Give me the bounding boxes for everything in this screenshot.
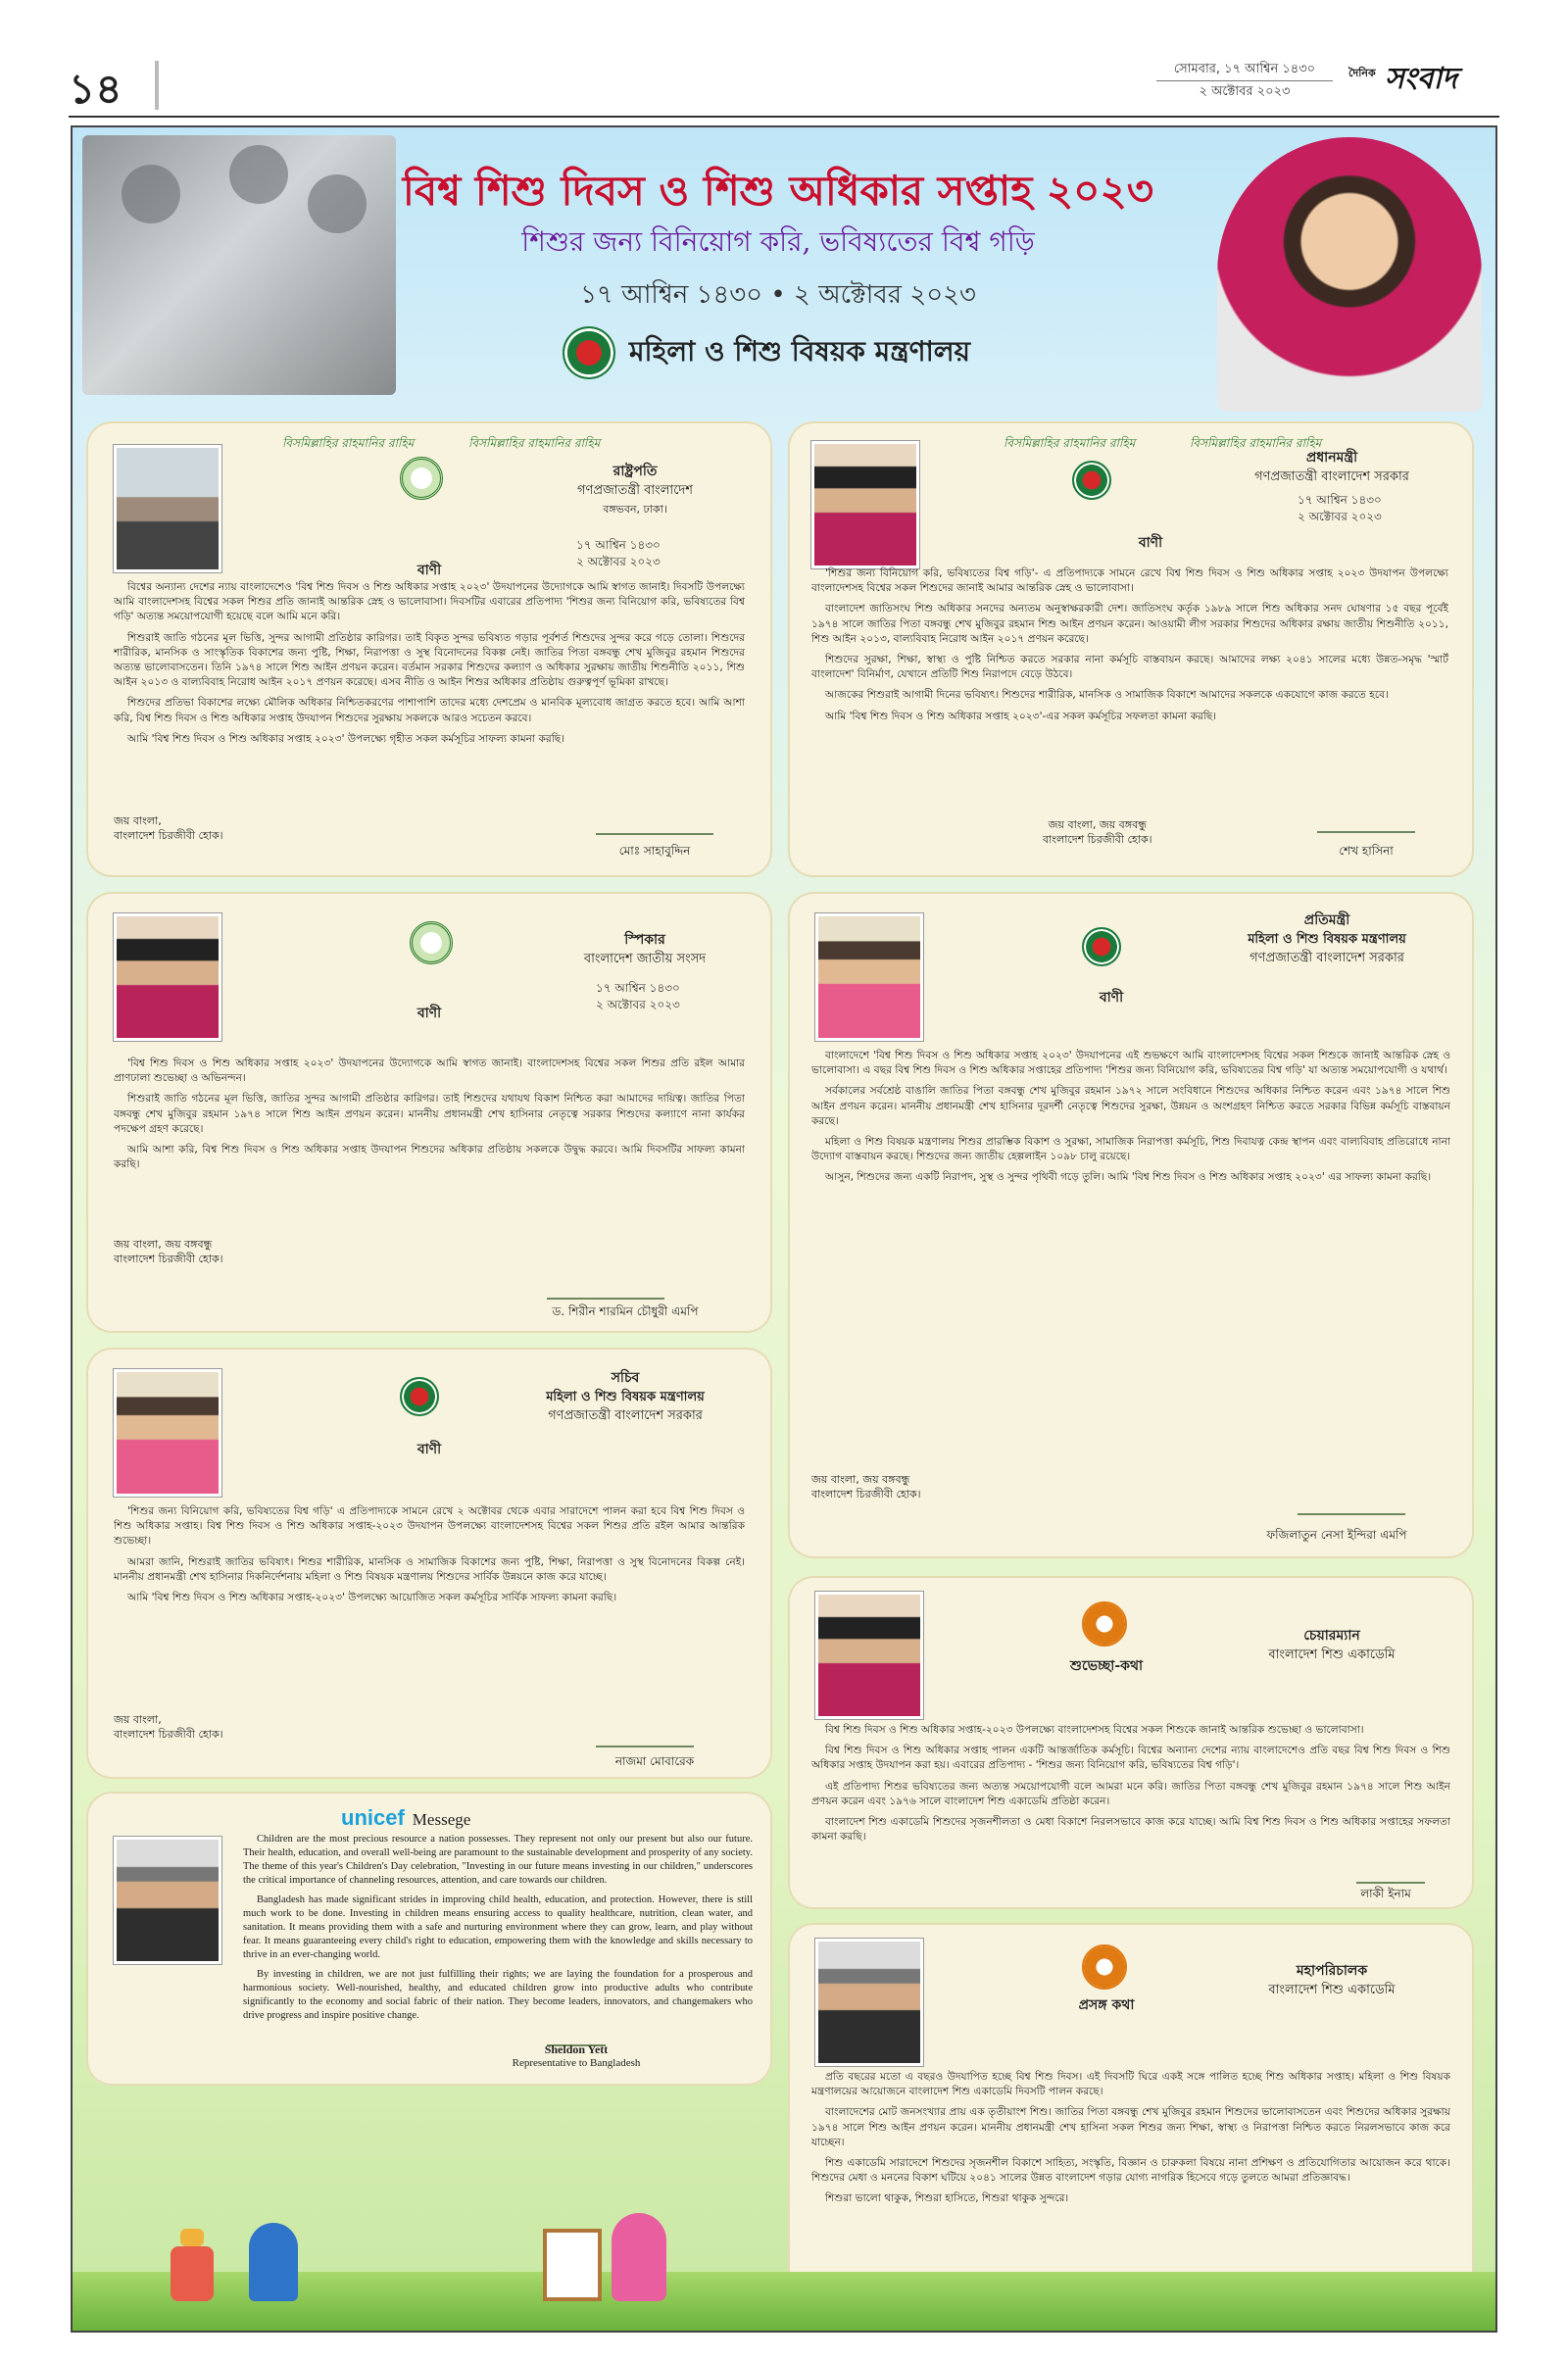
director-general-org: বাংলাদেশ শিশু একাডেমি (1268, 1983, 1396, 1997)
prime-minister-portrait (811, 441, 919, 568)
date-english: ২ অক্টোবর ২০২৩ (576, 555, 661, 568)
girl-figure (612, 2213, 666, 2301)
boy-figure (249, 2223, 298, 2301)
secretary-signature (596, 1724, 694, 1747)
paragraph: By investing in children, we are not just fulfilling their rights; we are laying the foundation for a prosperous and harmonious society. Well-nourished, healthy, and educated children grow into productive adults who contribute significantly to the economy and social fabric of their nation. They become leaders, innovators, and changemakers who drive progress and inspire positive change. (243, 1969, 753, 2021)
speaker-header (547, 931, 743, 968)
secretary-closing (114, 1712, 223, 1742)
state-minister-header (1209, 911, 1445, 967)
speaker-closing (114, 1237, 223, 1266)
prime-minister-org: গণপ্রজাতন্ত্রী বাংলাদেশ সরকার (1254, 469, 1409, 484)
government-emblem-icon (1082, 927, 1121, 966)
president-message-body (114, 580, 745, 801)
bani-heading: বাণী (416, 1442, 442, 1457)
prime-minister-message-body (811, 566, 1448, 810)
paragraph: বাংলাদেশের মোট জনসংখ্যার প্রায় এক তৃতীয়াংশ শিশু। জাতির পিতা বঙ্গবন্ধু শেখ মুজিবুর রহমান শিশুদের ভালোবাসতেন এবং শিশুদের অধিকার সুরক্ষায় ১৯৭৪ সালে শিশু আইন প্রণয়ন করেন। মাননীয় প্রধানমন্ত্রী শেখ হাসিনা সকল শিশুর জন্য শিক্ষা, স্বাস্থ্য ও নিরাপত্তা নিশ্চিত করতে নিরলসভাবে কাজ করে যাচ্ছেন। (811, 2106, 1450, 2148)
bismillah-calligraphy: বিসমিল্লাহির রাহমানির রাহিম (282, 436, 415, 450)
hero-title: বিশ্ব শিশু দিবস ও শিশু অধিকার সপ্তাহ ২০২৩ (402, 167, 1154, 215)
ministry-name: মহিলা ও শিশু বিষয়ক মন্ত্রণালয় (629, 334, 971, 368)
greeting-heading: শুভেচ্ছা-কথা (1069, 1658, 1144, 1674)
date-en: ২ অক্টোবর ২০২৩ (1199, 84, 1291, 99)
president-closing (114, 813, 223, 843)
paragraph: সর্বকালের সর্বশ্রেষ্ঠ বাঙালি জাতির পিতা বঙ্গবন্ধু শেখ মুজিবুর রহমান ১৯৭২ সালে সংবিধানে শিশুদের অধিকার নিশ্চিত করেন এবং ১৯৭৪ সালে শিশু আইন প্রণয়ন করেন। মাননীয় প্রধানমন্ত্রী শেখ হাসিনার দূরদর্শী নেতৃত্বে শিশুদের সুরক্ষা, উন্নয়ন ও অংশগ্রহণ নিশ্চিত করতে সরকার বিভিন্ন কর্মসূচি বাস্তবায়ন করছে। (811, 1085, 1450, 1127)
shishu-academy-logo-icon (1082, 1944, 1127, 1990)
closing-line: বাংলাদেশ চিরজীবী হোক। (1043, 833, 1152, 846)
historic-photo (82, 135, 396, 395)
date-bangla: ১৭ আশ্বিন ১৪৩০ (1298, 493, 1382, 507)
president-org: গণপ্রজাতন্ত্রী বাংলাদেশ (577, 483, 693, 498)
government-emblem-icon (400, 1377, 439, 1416)
prime-minister-message-card (788, 421, 1474, 877)
paragraph: আজকের শিশুরাই আগামী দিনের ভবিষ্যৎ। শিশুদের শারীরিক, মানসিক ও সামাজিক বিকাশে আমাদের সকলকে একযোগে কাজ করতে হবে। (825, 689, 1389, 702)
prime-minister-signature (1317, 810, 1415, 833)
prime-minister-photo (1217, 137, 1482, 412)
newspaper-tag: দৈনিক (1348, 67, 1376, 79)
state-minister-role: প্রতিমন্ত্রী (1303, 912, 1350, 928)
unicef-header (341, 1805, 470, 1831)
parliament-seal-icon (410, 921, 453, 964)
speaker-org: বাংলাদেশ জাতীয় সংসদ (583, 952, 707, 966)
paragraph: শিশুরা ভালো থাকুক, শিশুরা হাসিতে, শিশুরা থাকুক সুন্দরে। (825, 2192, 1069, 2205)
paragraph: 'বিশ্ব শিশু দিবস ও শিশু অধিকার সপ্তাহ ২০২৩' উদযাপনের উদ্যোগকে আমি স্বাগত জানাই। বাংলাদেশসহ বিশ্বের সকল শিশুর প্রতি রইল আমার প্রাণঢালা শুভেচ্ছা ও অভিনন্দন। (114, 1058, 745, 1085)
unicef-message-body (243, 1833, 753, 2025)
date-bangla: ১৭ আশ্বিন ১৪৩০ (596, 981, 680, 995)
director-general-message-card (788, 1923, 1474, 2320)
paragraph: Bangladesh has made significant strides in improving child health, education, and protection. However, there is still much work to be done. Investing in children means ensuring access to quality healthcare, nutrition, clean water, and sanitation. It means providing them with a safe and nurturing environment where they can grow, learn, and play without fear. It means guaranteeing every child's right to education, empowering them with the knowledge and skills necessary to thrive in an ever-changing world. (243, 1894, 753, 1960)
academy-chairman-role: চেয়ারম্যান (1303, 1628, 1360, 1644)
prime-minister-date (1298, 492, 1382, 525)
newspaper-logo (1343, 55, 1499, 104)
speaker-message-body (114, 1057, 745, 1225)
academy-chairman-portrait (815, 1592, 923, 1719)
academy-chairman-header (1219, 1627, 1445, 1664)
prime-minister-header (1219, 449, 1445, 486)
state-minister-closing (811, 1472, 921, 1501)
director-general-message-body (811, 2070, 1450, 2271)
closing-line: বাংলাদেশ চিরজীবী হোক। (114, 1253, 223, 1265)
closing-line: জয় বাংলা, জয় বঙ্গবন্ধু (114, 1238, 213, 1251)
paragraph: শিশু একাডেমি সারাদেশে শিশুদের সৃজনশীল বিকাশে সাহিত্য, সংস্কৃতি, বিজ্ঞান ও চারুকলা বিষয়ে নানা প্রশিক্ষণ ও প্রতিযোগিতার আয়োজন করে থাকে। শিশুদের মেধা ও মননের বিকাশ ঘটিয়ে ২০৪১ সালের উন্নত বাংলাদেশ গড়ার যোগ্য নাগরিক হিসেবে গড়ে তুলতে আমরা প্রতিজ্ঞাবদ্ধ। (811, 2157, 1450, 2185)
secretary-role: সচিব (611, 1370, 640, 1386)
president-portrait (114, 445, 221, 572)
paragraph: মহিলা ও শিশু বিষয়ক মন্ত্রণালয় শিশুর প্রারম্ভিক বিকাশ ও সুরক্ষা, সামাজিক নিরাপত্তা কর্মসূচি, শিশু দিবাযত্ন কেন্দ্র স্থাপন এবং বাল্যবিবাহ প্রতিরোধে নানা উদ্যোগ বাস্তবায়ন করছে। শিশুদের জন্য জাতীয় হেল্পলাইন ১০৯৮ চালু রয়েছে। (811, 1136, 1450, 1163)
ministry-logo-block (563, 323, 994, 382)
government-emblem-icon (563, 326, 615, 379)
closing-line: বাংলাদেশ চিরজীবী হোক। (114, 829, 223, 842)
closing-line: বাংলাদেশ চিরজীবী হোক। (114, 1728, 223, 1741)
paragraph: বিশ্ব শিশু দিবস ও শিশু অধিকার সপ্তাহ-২০২৩ উপলক্ষ্যে বাংলাদেশসহ বিশ্বের সকল শিশুকে জানাই আন্তরিক শুভেচ্ছা ও ভালোবাসা। (825, 1724, 1364, 1736)
advertisement (71, 125, 1497, 2333)
shishu-academy-logo-icon (1082, 1601, 1127, 1647)
secretary-name: নাজমা মোবারেক (614, 1754, 695, 1768)
paragraph: 'শিশুর জন্য বিনিয়োগ করি, ভবিষ্যতের বিশ্ব গড়ি'- এ প্রতিপাদ্যকে সামনে রেখে বিশ্ব শিশু দিবস ও শিশু অধিকার সপ্তাহ ২০২৩ উদযাপন উপলক্ষ্যে বাংলাদেশসহ বিশ্বের সকল শিশুদের জানাই আমার আন্তরিক স্নেহ ও ভালোবাসা। (811, 567, 1448, 595)
children-illustration (102, 2164, 710, 2311)
unicef-heading: Messege (412, 1810, 471, 1829)
secretary-portrait (114, 1369, 221, 1497)
paragraph: শিশুদের প্রতিভা বিকাশের লক্ষ্যে মৌলিক অধিকার নিশ্চিতকরণের পাশাপাশি তাদের মধ্যে দেশপ্রেম ও মানবিক মূল্যবোধ জাগ্রত করতে হবে। আমি আশা করি, বিশ্ব শিশু দিবস ও শিশু অধিকার সপ্তাহ উদযাপন শিশুদের সুরক্ষায় সকলকে আরও সচেতন করবে। (114, 697, 745, 724)
director-general-header (1219, 1962, 1445, 1999)
academy-chairman-signature (1356, 1860, 1425, 1884)
paragraph: শিশুরাই জাতি গঠনের মূল ভিত্তি, জাতির সুন্দর আগামী প্রতিষ্ঠার কারিগর। তাই শিশুদের যথাযথ বিকাশ নিশ্চিত করা আমাদের দায়িত্ব। জাতির পিতা বঙ্গবন্ধু শেখ মুজিবুর রহমান ১৯৭৪ সালে শিশু আইন প্রণয়ন করেন। মাননীয় প্রধানমন্ত্রী শেখ হাসিনার নেতৃত্বে সরকার শিশুদের কল্যাণে নানা কার্যকর পদক্ষেপ গ্রহণ করেছে। (114, 1093, 745, 1135)
speaker-signature (547, 1276, 664, 1300)
unicef-representative-portrait (114, 1837, 221, 1964)
academy-chairman-org: বাংলাদেশ শিশু একাডেমি (1268, 1648, 1396, 1662)
speaker-date (596, 980, 680, 1013)
divider (155, 61, 159, 110)
paragraph: বাংলাদেশ শিশু একাডেমি শিশুদের সৃজনশীলতা ও মেধা বিকাশে নিরলসভাবে কাজ করে যাচ্ছে। আমি বিশ্ব শিশু দিবস ও শিশু অধিকার সপ্তাহের সফলতা কামনা করছি। (811, 1816, 1450, 1844)
context-heading: প্রসঙ্গ কথা (1078, 1997, 1135, 2013)
president-seal-icon (400, 457, 443, 500)
robot-toy-icon (171, 2246, 214, 2301)
paragraph: আমি 'বিশ্ব শিশু দিবস ও শিশু অধিকার সপ্তাহ ২০২৩' উপলক্ষ্যে গৃহীত সকল কর্মসূচির সাফল্য কামনা করছি। (127, 732, 564, 745)
prime-minister-name: শেখ হাসিনা (1339, 844, 1394, 858)
prime-minister-role: প্রধানমন্ত্রী (1305, 450, 1358, 466)
paragraph: বাংলাদেশ জাতিসংঘ শিশু অধিকার সনদের অন্যতম অনুস্বাক্ষরকারী দেশ। জাতিসংঘ কর্তৃক ১৯৮৯ সালে শিশু অধিকার সনদ ঘোষণার ১৫ বছর পূর্বেই ১৯৭৪ সালে জাতির পিতা বঙ্গবন্ধু শেখ মুজিবুর রহমান শিশু আইন প্রণয়ন করেন। আওয়ামী লীগ সরকার শিশুদের অধিকার রক্ষায় জাতীয় শিশুনীতি ২০১১, শিশু আইন ২০১৩, বাল্যবিবাহ নিরোধ আইন ২০১৭ প্রণয়ন করেছে। (811, 603, 1448, 645)
closing-line: জয় বাংলা, জয় বঙ্গবন্ধু (811, 1473, 910, 1486)
date-english: ২ অক্টোবর ২০২৩ (596, 998, 680, 1011)
paragraph: শিশুদের সুরক্ষা, শিক্ষা, স্বাস্থ্য ও পুষ্টি নিশ্চিত করতে সরকার নানা কর্মসূচি বাস্তবায়ন করছে। আমাদের লক্ষ্য ২০৪১ সালের মধ্যে উন্নত-সমৃদ্ধ 'স্মার্ট বাংলাদেশ' বিনির্মাণ, যেখানে প্রতিটি শিশু নিরাপদে বেড়ে উঠবে। (811, 654, 1448, 681)
academy-chairman-message-card (788, 1576, 1474, 1909)
masthead-date (1156, 59, 1333, 103)
easel-icon (543, 2229, 602, 2301)
state-minister-message-card (788, 892, 1474, 1558)
secretary-org: মহিলা ও শিশু বিষয়ক মন্ত্রণালয় (546, 1390, 705, 1404)
page-number: ১৪ (69, 65, 122, 113)
closing-line: জয় বাংলা, জয় বঙ্গবন্ধু (1048, 818, 1147, 831)
hero-date: ১৭ আশ্বিন ১৪৩০ • ২ অক্টোবর ২০২৩ (580, 280, 976, 310)
masthead (69, 51, 1499, 118)
secretary-message-body (114, 1504, 745, 1700)
bani-heading: বাণী (1099, 990, 1124, 1006)
secretary-message-card (86, 1348, 772, 1779)
paragraph: 'শিশুর জন্য বিনিয়োগ করি, ভবিষ্যতের বিশ্ব গড়ি' এ প্রতিপাদ্যকে সামনে রেখে ২ অক্টোবর থেকে এবার সারাদেশে পালন করা হবে বিশ্ব শিশু দিবস ও শিশু অধিকার সপ্তাহ। বিশ্ব শিশু দিবস ও শিশু অধিকার সপ্তাহ-২০২৩ উদযাপন উপলক্ষ্যে বাংলাদেশসহ বিশ্বের সকল শিশুর প্রতি রইল আমার আন্তরিক শুভেচ্ছা। (114, 1505, 745, 1548)
closing-line: জয় বাংলা, (114, 814, 162, 827)
unicef-title: Representative to Bangladesh (512, 2057, 641, 2069)
paragraph: এই প্রতিপাদ্য শিশুর ভবিষ্যতের জন্য অত্যন্ত সময়োপযোগী বলে আমরা মনে করি। জাতির পিতা বঙ্গবন্ধু শেখ মুজিবুর রহমান ১৯৭৪ সালে শিশু আইন প্রণয়ন করেন এবং ১৯৭৬ সালে বাংলাদেশ শিশু একাডেমি প্রতিষ্ঠা করেন। (811, 1780, 1450, 1807)
state-minister-signature (1298, 1492, 1405, 1515)
speaker-message-card (86, 892, 772, 1333)
president-name: মোঃ সাহাবুদ্দিন (618, 844, 691, 858)
paragraph: আমি 'বিশ্ব শিশু দিবস ও শিশু অধিকার সপ্তাহ-২০২৩' উপলক্ষ্যে আয়োজিত সকল কর্মসূচির সার্বিক সাফল্য কামনা করছি। (127, 1592, 617, 1604)
secretary-org-2: গণপ্রজাতন্ত্রী বাংলাদেশ সরকার (548, 1408, 703, 1423)
closing-line: জয় বাংলা, (114, 1713, 162, 1726)
paragraph: বিশ্ব শিশু দিবস ও শিশু অধিকার সপ্তাহ পালন একটি আন্তর্জাতিক কর্মসূচি। বিশ্বের অন্যান্য দেশের ন্যায় বাংলাদেশেও প্রতি বছর বিশ্ব শিশু দিবস ও শিশু অধিকার সপ্তাহ উদযাপন করা হয়। এবারের প্রতিপাদ্য - 'শিশুর জন্য বিনিয়োগ করি, ভবিষ্যতের বিশ্ব গড়ি'। (811, 1745, 1450, 1772)
speaker-name: ড. শিরীন শারমিন চৌধুরী এমপি (552, 1304, 699, 1318)
newspaper-name: সংবাদ (1385, 62, 1457, 96)
secretary-header (508, 1369, 743, 1425)
bani-heading: বাণী (1138, 535, 1163, 551)
paragraph: প্রতি বছরের মতো এ বছরও উদযাপিত হচ্ছে বিশ্ব শিশু দিবস। এই দিবসটি ঘিরে একই সঙ্গে পালিত হচ্ছে শিশু অধিকার সপ্তাহ। মহিলা ও শিশু বিষয়ক মন্ত্রণালয়ের আয়োজনে বাংলাদেশ শিশু একাডেমি দিবসটি পালন করছে। (811, 2071, 1450, 2098)
bani-heading: বাণী (416, 1006, 442, 1021)
state-minister-org: মহিলা ও শিশু বিষয়ক মন্ত্রণালয় (1248, 932, 1406, 947)
state-minister-name: ফজিলাতুন নেসা ইন্দিরা এমপি (1266, 1528, 1407, 1542)
date-english: ২ অক্টোবর ২০২৩ (1298, 510, 1382, 523)
bismillah-calligraphy-right: বিসমিল্লাহির রাহমানির রাহিম (1190, 436, 1322, 450)
hero-banner (73, 127, 1495, 421)
speaker-role: স্পিকার (624, 932, 665, 948)
date-bangla: ১৭ আশ্বিন ১৪৩০ (576, 538, 661, 552)
unicef-signatory (459, 2042, 694, 2069)
unicef-logo: unicef (341, 1805, 405, 1830)
paragraph: বাংলাদেশে 'বিশ্ব শিশু দিবস ও শিশু অধিকার সপ্তাহ ২০২৩' উদযাপনের এই শুভক্ষণে আমি বাংলাদেশসহ বিশ্বের সকল শিশুকে জানাই আন্তরিক স্নেহ ও ভালোবাসা। এ বছর বিশ্ব শিশু দিবস ও শিশু অধিকার সপ্তাহের প্রতিপাদ্য 'শিশুর জন্য বিনিয়োগ করি, ভবিষ্যতের বিশ্ব গড়ি' যা অত্যন্ত সময়োপযোগী ও যথার্থ। (811, 1050, 1450, 1077)
president-message-card (86, 421, 772, 877)
paragraph: বিশ্বের অন্যান্য দেশের ন্যায় বাংলাদেশেও 'বিশ্ব শিশু দিবস ও শিশু অধিকার সপ্তাহ ২০২৩' উদযাপনের উদ্যোগকে আমি স্বাগত জানাই। দিবসটি উপলক্ষ্যে আমি বাংলাদেশসহ বিশ্বের সকল শিশুর প্রতি জানাই আন্তরিক স্নেহ ও ভালোবাসা। দিবসটির এবারের প্রতিপাদ্য 'শিশুর জন্য বিনিয়োগ করি, ভবিষ্যতের বিশ্ব গড়ি' অত্যন্ত সময়োপযোগী হয়েছে বলে আমি মনে করি। (114, 581, 745, 623)
president-role: রাষ্ট্রপতি (612, 464, 658, 479)
government-emblem-icon (1072, 461, 1111, 500)
bani-heading: বাণী (416, 563, 442, 578)
state-minister-message-body (811, 1049, 1450, 1460)
paragraph: আমি আশা করি, বিশ্ব শিশু দিবস ও শিশু অধিকার সপ্তাহ উদযাপন শিশুদের অধিকার প্রতিষ্ঠায় সকলকে উদ্বুদ্ধ করবে। আমি দিবসটির সাফল্য কামনা করছি। (114, 1144, 745, 1171)
paragraph: আমি 'বিশ্ব শিশু দিবস ও শিশু অধিকার সপ্তাহ ২০২৩'-এর সকল কর্মসূচির সফলতা কামনা করছি। (825, 710, 1217, 722)
unicef-name: Sheldon Yett (544, 2042, 609, 2056)
president-place: বঙ্গভবন, ঢাকা। (603, 503, 667, 516)
bismillah-calligraphy: বিসমিল্লাহির রাহমানির রাহিম (1004, 436, 1136, 450)
president-date (576, 537, 661, 570)
paragraph: আসুন, শিশুদের জন্য একটি নিরাপদ, সুস্থ ও সুন্দর পৃথিবী গড়ে তুলি। আমি 'বিশ্ব শিশু দিবস ও শিশু অধিকার সপ্তাহ ২০২৩' এর সাফল্য কামনা করছি। (825, 1171, 1432, 1184)
director-general-role: মহাপরিচালক (1296, 1963, 1368, 1979)
president-header (527, 463, 743, 518)
date-bn: সোমবার, ১৭ আশ্বিন ১৪৩০ (1156, 59, 1333, 81)
academy-chairman-message-body (811, 1723, 1450, 1870)
president-signature (596, 812, 713, 835)
paragraph: Children are the most precious resource a nation possesses. They represent not only our present but also our future. Their health, education, and overall well-being are paramount to the sustainable development and prosperity of any society. The theme of this year's Children's Day celebration, "Investing in our future means investing in our children," underscores the critical importance of channeling resources, attention, and care towards our children. (243, 1834, 753, 1886)
bismillah-calligraphy-right: বিসমিল্লাহির রাহমানির রাহিম (468, 436, 601, 450)
closing-line: বাংলাদেশ চিরজীবী হোক। (811, 1488, 921, 1500)
hero-slogan: শিশুর জন্য বিনিয়োগ করি, ভবিষ্যতের বিশ্ব গড়ি (521, 225, 1035, 258)
state-minister-org-2: গণপ্রজাতন্ত্রী বাংলাদেশ সরকার (1250, 951, 1404, 965)
unicef-message-card (86, 1792, 772, 2086)
speaker-portrait (114, 913, 221, 1041)
academy-chairman-name: লাকী ইনাম (1360, 1887, 1411, 1900)
paragraph: শিশুরাই জাতি গঠনের মূল ভিত্তি, সুন্দর আগামী প্রতিষ্ঠার কারিগর। তাই বিকৃত সুন্দর ভবিষ্যত গড়ার পূর্বশর্ত শিশুদের সুন্দর করে গড়ে তোলা। শিশুদের শারীরিক, মানসিক ও সাংস্কৃতিক বিকাশের জন্য পুষ্টি, শিক্ষা, নিরাপত্তা ও সুস্থ বিনোদনের বিকল্প নেই। জাতির পিতা বঙ্গবন্ধু শেখ মুজিবুর রহমান শিশুদের অত্যন্ত ভালোবাসতেন। তিনি ১৯৭৪ সালে শিশু আইন প্রণয়ন করেন। বর্তমান সরকার শিশুদের কল্যাণ ও অধিকার সুরক্ষায় জাতীয় শিশুনীতি ২০১১, শিশু আইন ২০১৩ ও বাল্যবিবাহ নিরোধ আইন ২০১৭ প্রণয়ন করেছে। এসব নীতি ও আইন শিশুর অধিকার প্রতিষ্ঠায় গুরুত্বপূর্ণ ভূমিকা রাখছে। (114, 631, 745, 689)
director-general-portrait (815, 1939, 923, 2066)
state-minister-portrait (815, 913, 923, 1041)
prime-minister-closing (1043, 817, 1152, 847)
paragraph: আমরা জানি, শিশুরাই জাতির ভবিষ্যৎ। শিশুর শারীরিক, মানসিক ও সামাজিক বিকাশের জন্য পুষ্টি, শিক্ষা, নিরাপত্তা ও সুস্থ বিনোদনের বিকল্প নেই। মাননীয় প্রধানমন্ত্রী শেখ হাসিনার দিকনির্দেশনায় মহিলা ও শিশু বিষয়ক মন্ত্রণালয় শিশুদের সার্বিক উন্নয়নে কাজ করে যাচ্ছে। (114, 1555, 745, 1583)
